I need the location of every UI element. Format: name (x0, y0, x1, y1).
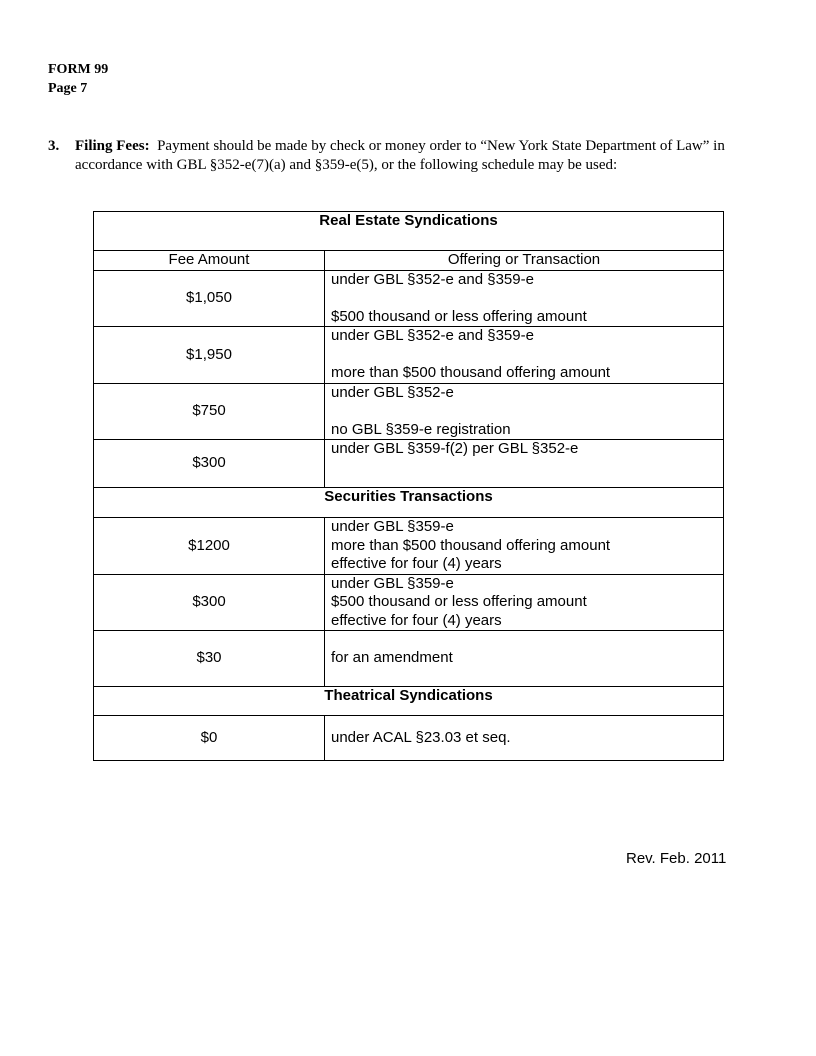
fee-description (325, 518, 724, 575)
desc-line: under ACAL §23.03 et seq. (331, 728, 511, 746)
desc-line: more than $500 thousand offering amount (331, 536, 611, 554)
form-header (48, 60, 108, 98)
section-title: Securities Transactions (94, 488, 724, 518)
fee-description (325, 383, 724, 440)
fee-row (94, 716, 724, 761)
section-header-real-estate (94, 212, 724, 251)
section-header-theatrical (94, 687, 724, 716)
item-text: Payment should be made by check or money order to “New York State Department of Law” in accordance with GBL §352-e(7)(a) and §359-e(5), or the following schedule may be used: (75, 138, 725, 173)
desc-line: $500 thousand or less offering amount (331, 593, 587, 610)
column-header-row (94, 251, 724, 271)
desc-line: for an amendment (331, 649, 453, 667)
fee-row (94, 383, 724, 440)
fee-row (94, 270, 724, 327)
desc-line: effective for four (4) years (331, 611, 502, 629)
item-lead: Filing Fees: (75, 138, 150, 154)
desc-spacer (331, 402, 723, 421)
form-number: FORM 99 (48, 62, 109, 77)
fee-description (325, 440, 724, 488)
page-number: Page 7 (48, 81, 88, 96)
desc-spacer (331, 289, 723, 308)
desc-line: effective for four (4) years (331, 555, 502, 572)
fee-row (94, 631, 724, 687)
fee-amount: $30 (94, 631, 325, 687)
desc-line: under GBL §359-e (331, 574, 454, 592)
column-header-offering: Offering or Transaction (325, 251, 724, 271)
fee-amount: $300 (94, 574, 325, 631)
fee-amount: $300 (94, 440, 325, 488)
fee-amount: $1,050 (94, 270, 325, 327)
fee-amount: $750 (94, 383, 325, 440)
desc-line: under GBL §352-e and §359-e (331, 270, 534, 288)
item-number: 3. (48, 138, 60, 154)
fee-amount: $1,950 (94, 327, 325, 384)
revision-date: Rev. Feb. 2011 (626, 850, 727, 867)
fee-row (94, 518, 724, 575)
desc-line: under GBL §359-f(2) per GBL §352-e (331, 440, 579, 457)
desc-spacer (331, 346, 723, 365)
section-title: Real Estate Syndications (94, 212, 724, 251)
section-header-securities (94, 488, 724, 518)
filing-fees-item (48, 137, 772, 175)
desc-line: $500 thousand or less offering amount (331, 307, 587, 325)
fee-description (325, 327, 724, 384)
fee-row (94, 327, 724, 384)
desc-line: under GBL §352-e and §359-e (331, 327, 534, 344)
column-header-fee: Fee Amount (94, 251, 325, 271)
fee-description (325, 574, 724, 631)
fee-description (325, 631, 724, 687)
fee-schedule-table (93, 211, 724, 761)
fee-row (94, 574, 724, 631)
desc-line: under GBL §352-e (331, 383, 454, 401)
item-text-block (75, 137, 772, 175)
section-title: Theatrical Syndications (94, 687, 724, 716)
fee-amount: $1200 (94, 518, 325, 575)
desc-line: under GBL §359-e (331, 518, 454, 535)
desc-line: more than $500 thousand offering amount (331, 364, 611, 381)
fee-amount: $0 (94, 716, 325, 761)
fee-description (325, 716, 724, 761)
desc-line: no GBL §359-e registration (331, 420, 511, 438)
fee-description (325, 270, 724, 327)
fee-row (94, 440, 724, 488)
